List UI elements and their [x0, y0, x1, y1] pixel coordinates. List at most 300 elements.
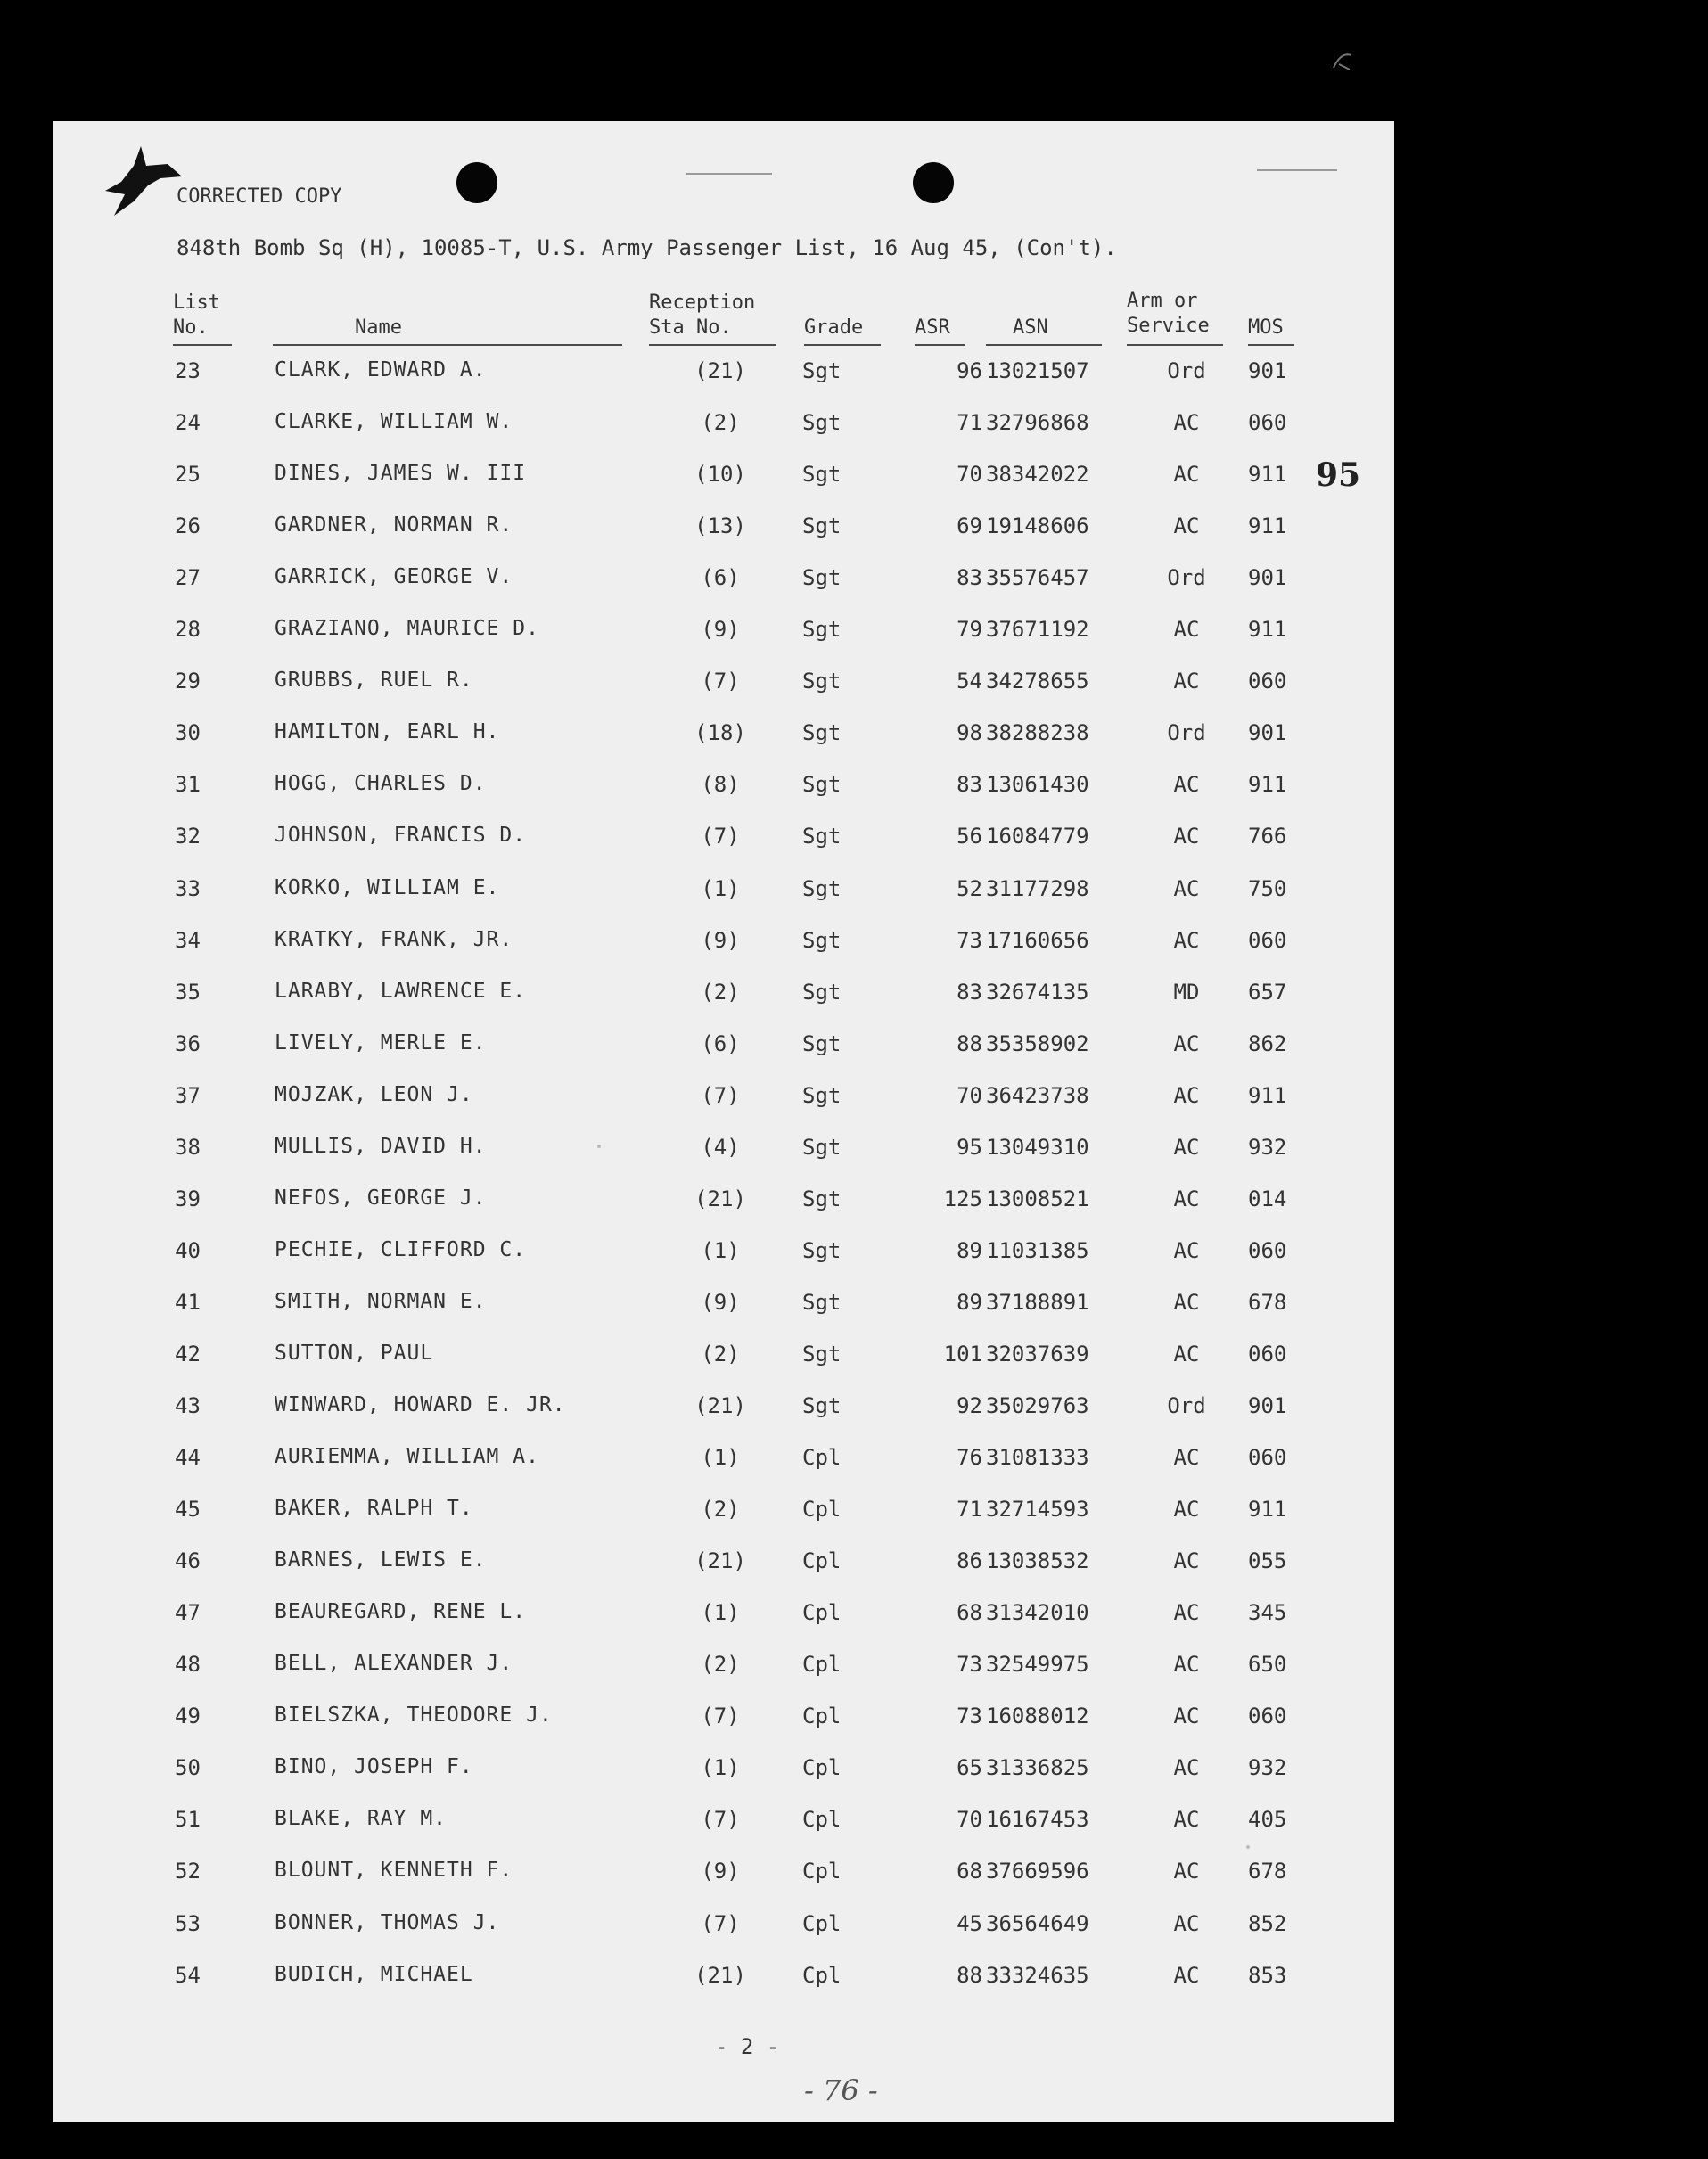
cell-no: 47: [175, 1600, 201, 1626]
cell-name: MOJZAK, LEON J.: [275, 1082, 473, 1106]
cell-mos: 766: [1248, 824, 1287, 850]
table-row: [53, 876, 1394, 928]
cell-grade: Sgt: [802, 1289, 842, 1315]
cell-no: 48: [175, 1652, 201, 1678]
page-number: - 2 -: [715, 2034, 780, 2059]
cell-arm: AC: [1173, 1807, 1200, 1833]
table-row: [53, 772, 1394, 824]
cell-arm: AC: [1173, 1289, 1200, 1315]
cell-arm: AC: [1173, 617, 1200, 643]
cell-name: BUDICH, MICHAEL: [275, 1962, 473, 1986]
cell-arm: AC: [1173, 1497, 1200, 1523]
header-rule: [1248, 344, 1294, 346]
cell-sta: (2): [701, 979, 740, 1005]
cell-asr: 101: [943, 1341, 982, 1367]
cell-arm: AC: [1173, 772, 1200, 798]
table-row: [53, 513, 1394, 565]
header-rule: [915, 344, 965, 346]
cell-mos: 014: [1248, 1186, 1287, 1211]
cell-mos: 678: [1248, 1289, 1287, 1315]
cell-asn: 37671192: [986, 617, 1089, 643]
cell-asr: 65: [957, 1755, 982, 1781]
table-row: [53, 1031, 1394, 1083]
cell-asn: 33324635: [986, 1962, 1089, 1988]
cell-no: 25: [175, 462, 201, 488]
stamp-number: 95: [1316, 456, 1361, 494]
cell-grade: Sgt: [802, 1030, 842, 1056]
column-header-list-no: List No.: [173, 291, 220, 339]
cell-asn: 36423738: [986, 1082, 1089, 1108]
cell-no: 34: [175, 927, 201, 953]
cell-mos: 932: [1248, 1134, 1287, 1160]
cell-sta: (1): [701, 1237, 740, 1263]
cell-no: 50: [175, 1755, 201, 1781]
cell-sta: (1): [701, 875, 740, 901]
cell-arm: AC: [1173, 824, 1200, 850]
cell-no: 29: [175, 669, 201, 694]
cell-sta: (1): [701, 1755, 740, 1781]
cell-asn: 35029763: [986, 1393, 1089, 1418]
cell-no: 41: [175, 1289, 201, 1315]
cell-mos: 901: [1248, 565, 1287, 591]
cell-arm: AC: [1173, 1910, 1200, 1936]
cell-sta: (21): [694, 358, 746, 383]
cell-asr: 79: [957, 617, 982, 643]
cell-name: JOHNSON, FRANCIS D.: [275, 824, 527, 848]
cell-grade: Sgt: [802, 824, 842, 850]
table-row: [53, 1135, 1394, 1186]
cell-sta: (6): [701, 1030, 740, 1056]
cell-asr: 71: [957, 410, 982, 436]
cell-grade: Sgt: [802, 358, 842, 383]
cell-no: 36: [175, 1030, 201, 1056]
cell-arm: AC: [1173, 1703, 1200, 1729]
cell-asn: 35576457: [986, 565, 1089, 591]
table-row: [53, 1703, 1394, 1755]
table-row: [53, 1755, 1394, 1807]
cell-no: 27: [175, 565, 201, 591]
cell-arm: AC: [1173, 1186, 1200, 1211]
cell-asn: 11031385: [986, 1237, 1089, 1263]
cell-grade: Cpl: [802, 1652, 842, 1678]
cell-asn: 19148606: [986, 513, 1089, 539]
cell-no: 45: [175, 1497, 201, 1523]
cell-name: BLAKE, RAY M.: [275, 1807, 448, 1831]
cell-grade: Sgt: [802, 462, 842, 488]
handwritten-page-number: - 76 -: [804, 2073, 878, 2107]
cell-name: MULLIS, DAVID H.: [275, 1134, 487, 1158]
cell-no: 37: [175, 1082, 201, 1108]
ink-blot-icon: [98, 139, 184, 219]
cell-no: 28: [175, 617, 201, 643]
cell-asn: 13021507: [986, 358, 1089, 383]
cell-no: 35: [175, 979, 201, 1005]
cell-mos: 650: [1248, 1652, 1287, 1678]
cell-arm: AC: [1173, 1962, 1200, 1988]
punch-hole: [456, 162, 497, 203]
cell-asn: 16084779: [986, 824, 1089, 850]
cell-asn: 32796868: [986, 410, 1089, 436]
cell-asn: 13049310: [986, 1134, 1089, 1160]
cell-mos: 657: [1248, 979, 1287, 1005]
header-rule: [986, 344, 1102, 346]
cell-grade: Cpl: [802, 1703, 842, 1729]
cell-name: WINWARD, HOWARD E. JR.: [275, 1393, 566, 1416]
cell-name: BARNES, LEWIS E.: [275, 1548, 487, 1572]
header-rule: [1127, 344, 1223, 346]
cell-name: CLARKE, WILLIAM W.: [275, 410, 513, 434]
cell-name: HOGG, CHARLES D.: [275, 772, 487, 796]
cell-mos: 901: [1248, 1393, 1287, 1418]
cell-asr: 76: [957, 1445, 982, 1471]
table-row: [53, 1600, 1394, 1652]
cell-asr: 83: [957, 772, 982, 798]
cell-asr: 68: [957, 1859, 982, 1884]
table-row: [53, 669, 1394, 720]
cell-no: 46: [175, 1548, 201, 1574]
table-row: [53, 824, 1394, 875]
cell-name: GARDNER, NORMAN R.: [275, 513, 513, 538]
table-row: [53, 980, 1394, 1031]
cell-no: 33: [175, 875, 201, 901]
cell-asn: 38342022: [986, 462, 1089, 488]
cell-mos: 060: [1248, 669, 1287, 694]
column-header-name: Name: [355, 316, 402, 339]
cell-sta: (7): [701, 669, 740, 694]
cell-name: BIELSZKA, THEODORE J.: [275, 1703, 553, 1728]
table-row: [53, 410, 1394, 462]
cell-arm: AC: [1173, 1652, 1200, 1678]
cell-arm: AC: [1173, 1030, 1200, 1056]
cell-arm: AC: [1173, 1755, 1200, 1781]
cell-arm: AC: [1173, 462, 1200, 488]
cell-sta: (13): [694, 513, 746, 539]
table-row: [53, 1238, 1394, 1290]
cell-sta: (9): [701, 1859, 740, 1884]
cell-mos: 853: [1248, 1962, 1287, 1988]
cell-name: PECHIE, CLIFFORD C.: [275, 1237, 527, 1261]
header-rule: [173, 344, 232, 346]
cell-asr: 89: [957, 1289, 982, 1315]
cell-grade: Sgt: [802, 1393, 842, 1418]
cell-asr: 95: [957, 1134, 982, 1160]
cell-no: 32: [175, 824, 201, 850]
paper-speck: [597, 1145, 601, 1148]
cell-arm: Ord: [1167, 720, 1206, 746]
cell-mos: 862: [1248, 1030, 1287, 1056]
cell-no: 51: [175, 1807, 201, 1833]
cell-arm: AC: [1173, 1859, 1200, 1884]
table-row: [53, 1083, 1394, 1135]
table-row: [53, 617, 1394, 669]
cell-asn: 34278655: [986, 669, 1089, 694]
cell-arm: AC: [1173, 1082, 1200, 1108]
header-rule: [649, 344, 776, 346]
table-row: [53, 1342, 1394, 1393]
cell-asr: 125: [943, 1186, 982, 1211]
cell-mos: 060: [1248, 1237, 1287, 1263]
cell-name: BINO, JOSEPH F.: [275, 1755, 473, 1779]
cell-asr: 73: [957, 927, 982, 953]
cell-grade: Cpl: [802, 1548, 842, 1574]
cell-asr: 83: [957, 565, 982, 591]
cell-asr: 56: [957, 824, 982, 850]
cell-grade: Sgt: [802, 669, 842, 694]
cell-grade: Sgt: [802, 1186, 842, 1211]
cell-sta: (8): [701, 772, 740, 798]
cell-mos: 932: [1248, 1755, 1287, 1781]
cell-asn: 36564649: [986, 1910, 1089, 1936]
cell-name: SMITH, NORMAN E.: [275, 1289, 487, 1313]
cell-mos: 678: [1248, 1859, 1287, 1884]
cell-asr: 70: [957, 462, 982, 488]
cell-sta: (7): [701, 1910, 740, 1936]
cell-no: 53: [175, 1910, 201, 1936]
cell-arm: AC: [1173, 1341, 1200, 1367]
cell-asn: 17160656: [986, 927, 1089, 953]
cell-arm: AC: [1173, 410, 1200, 436]
table-row: [53, 720, 1394, 772]
cell-no: 44: [175, 1445, 201, 1471]
cell-grade: Sgt: [802, 410, 842, 436]
cell-asr: 88: [957, 1030, 982, 1056]
cell-sta: (7): [701, 1807, 740, 1833]
dash-mark: [1257, 169, 1337, 171]
cell-asn: 31336825: [986, 1755, 1089, 1781]
cell-arm: Ord: [1167, 358, 1206, 383]
cell-asr: 71: [957, 1497, 982, 1523]
punch-hole: [913, 162, 954, 203]
cell-asn: 32714593: [986, 1497, 1089, 1523]
cell-name: BAKER, RALPH T.: [275, 1497, 473, 1521]
cell-asn: 38288238: [986, 720, 1089, 746]
column-header-grade: Grade: [804, 316, 864, 339]
cell-mos: 750: [1248, 875, 1287, 901]
cell-asn: 16167453: [986, 1807, 1089, 1833]
cell-grade: Sgt: [802, 979, 842, 1005]
cell-name: LARABY, LAWRENCE E.: [275, 979, 527, 1003]
cell-asr: 96: [957, 358, 982, 383]
cell-grade: Sgt: [802, 720, 842, 746]
cell-asn: 13038532: [986, 1548, 1089, 1574]
cell-arm: AC: [1173, 513, 1200, 539]
cell-grade: Sgt: [802, 1134, 842, 1160]
cell-sta: (21): [694, 1548, 746, 1574]
cell-sta: (1): [701, 1600, 740, 1626]
cell-no: 26: [175, 513, 201, 539]
cell-asr: 86: [957, 1548, 982, 1574]
cell-arm: AC: [1173, 875, 1200, 901]
cell-arm: AC: [1173, 1600, 1200, 1626]
paper-speck: [1246, 1845, 1250, 1849]
cell-grade: Cpl: [802, 1962, 842, 1988]
cell-grade: Cpl: [802, 1497, 842, 1523]
cell-asr: 98: [957, 720, 982, 746]
corner-scribble-icon: [1330, 46, 1357, 73]
column-header-asn: ASN: [1013, 316, 1048, 339]
cell-no: 39: [175, 1186, 201, 1211]
cell-mos: 901: [1248, 720, 1287, 746]
cell-arm: AC: [1173, 1134, 1200, 1160]
cell-asn: 37188891: [986, 1289, 1089, 1315]
cell-asn: 31177298: [986, 875, 1089, 901]
cell-arm: Ord: [1167, 565, 1206, 591]
cell-name: DINES, JAMES W. III: [275, 462, 527, 486]
cell-name: GRUBBS, RUEL R.: [275, 669, 473, 693]
cell-no: 23: [175, 358, 201, 383]
cell-asr: 89: [957, 1237, 982, 1263]
table-row: [53, 1186, 1394, 1238]
cell-name: AURIEMMA, WILLIAM A.: [275, 1445, 539, 1469]
cell-asn: 31081333: [986, 1445, 1089, 1471]
cell-arm: AC: [1173, 1548, 1200, 1574]
table-row: [53, 1497, 1394, 1548]
cell-grade: Cpl: [802, 1910, 842, 1936]
table-row: [53, 462, 1394, 513]
cell-mos: 911: [1248, 462, 1287, 488]
cell-grade: Sgt: [802, 875, 842, 901]
cell-name: KRATKY, FRANK, JR.: [275, 927, 513, 951]
cell-asr: 52: [957, 875, 982, 901]
cell-asn: 32674135: [986, 979, 1089, 1005]
table-row: [53, 1652, 1394, 1703]
cell-grade: Cpl: [802, 1600, 842, 1626]
cell-sta: (7): [701, 1082, 740, 1108]
cell-sta: (9): [701, 617, 740, 643]
cell-arm: AC: [1173, 927, 1200, 953]
cell-asr: 69: [957, 513, 982, 539]
cell-no: 49: [175, 1703, 201, 1729]
cell-asn: 35358902: [986, 1030, 1089, 1056]
cell-name: NEFOS, GEORGE J.: [275, 1186, 487, 1210]
paper-sheet: [53, 121, 1394, 2122]
cell-name: HAMILTON, EARL H.: [275, 720, 500, 744]
cell-sta: (7): [701, 1703, 740, 1729]
cell-mos: 345: [1248, 1600, 1287, 1626]
table-row: [53, 1445, 1394, 1497]
cell-sta: (7): [701, 824, 740, 850]
cell-name: GRAZIANO, MAURICE D.: [275, 617, 539, 641]
cell-sta: (4): [701, 1134, 740, 1160]
cell-mos: 060: [1248, 1445, 1287, 1471]
cell-arm: AC: [1173, 1237, 1200, 1263]
cell-sta: (10): [694, 462, 746, 488]
cell-asn: 32549975: [986, 1652, 1089, 1678]
header-rule: [273, 344, 622, 346]
cell-name: SUTTON, PAUL: [275, 1341, 434, 1365]
cell-name: LIVELY, MERLE E.: [275, 1030, 487, 1055]
cell-grade: Sgt: [802, 1341, 842, 1367]
column-header-mos: MOS: [1248, 316, 1284, 339]
cell-grade: Cpl: [802, 1445, 842, 1471]
table-row: [53, 1911, 1394, 1963]
cell-grade: Sgt: [802, 772, 842, 798]
cell-mos: 060: [1248, 1341, 1287, 1367]
cell-grade: Sgt: [802, 617, 842, 643]
cell-asn: 37669596: [986, 1859, 1089, 1884]
cell-arm: AC: [1173, 1445, 1200, 1471]
cell-name: GARRICK, GEORGE V.: [275, 565, 513, 589]
cell-sta: (2): [701, 410, 740, 436]
cell-no: 38: [175, 1134, 201, 1160]
cell-asr: 70: [957, 1082, 982, 1108]
cell-asr: 83: [957, 979, 982, 1005]
cell-mos: 911: [1248, 1082, 1287, 1108]
cell-asn: 16088012: [986, 1703, 1089, 1729]
cell-name: BLOUNT, KENNETH F.: [275, 1859, 513, 1883]
corrected-copy-label: CORRECTED COPY: [177, 185, 342, 208]
cell-mos: 852: [1248, 1910, 1287, 1936]
cell-asr: 73: [957, 1652, 982, 1678]
cell-sta: (21): [694, 1962, 746, 1988]
cell-name: BONNER, THOMAS J.: [275, 1910, 500, 1934]
cell-grade: Cpl: [802, 1807, 842, 1833]
cell-asn: 31342010: [986, 1600, 1089, 1626]
cell-asr: 68: [957, 1600, 982, 1626]
cell-sta: (2): [701, 1652, 740, 1678]
cell-grade: Sgt: [802, 1082, 842, 1108]
cell-grade: Sgt: [802, 513, 842, 539]
cell-mos: 901: [1248, 358, 1287, 383]
cell-arm: Ord: [1167, 1393, 1206, 1418]
cell-asn: 32037639: [986, 1341, 1089, 1367]
cell-mos: 911: [1248, 617, 1287, 643]
cell-asn: 13008521: [986, 1186, 1089, 1211]
cell-arm: AC: [1173, 669, 1200, 694]
cell-grade: Cpl: [802, 1755, 842, 1781]
header-rule: [804, 344, 881, 346]
cell-name: BELL, ALEXANDER J.: [275, 1652, 513, 1676]
cell-no: 24: [175, 410, 201, 436]
cell-asr: 88: [957, 1962, 982, 1988]
cell-asr: 70: [957, 1807, 982, 1833]
cell-mos: 911: [1248, 513, 1287, 539]
cell-sta: (2): [701, 1341, 740, 1367]
table-row: [53, 565, 1394, 617]
cell-sta: (9): [701, 1289, 740, 1315]
dash-mark: [686, 173, 772, 175]
cell-sta: (21): [694, 1393, 746, 1418]
cell-asr: 73: [957, 1703, 982, 1729]
cell-grade: Sgt: [802, 927, 842, 953]
table-row: [53, 1859, 1394, 1910]
cell-no: 40: [175, 1237, 201, 1263]
cell-no: 43: [175, 1393, 201, 1418]
cell-mos: 055: [1248, 1548, 1287, 1574]
table-row: [53, 1548, 1394, 1600]
cell-asr: 92: [957, 1393, 982, 1418]
cell-mos: 911: [1248, 772, 1287, 798]
cell-grade: Sgt: [802, 1237, 842, 1263]
cell-asr: 45: [957, 1910, 982, 1936]
cell-sta: (2): [701, 1497, 740, 1523]
cell-grade: Cpl: [802, 1859, 842, 1884]
cell-sta: (6): [701, 565, 740, 591]
cell-mos: 405: [1248, 1807, 1287, 1833]
table-row: [53, 1963, 1394, 2015]
cell-no: 42: [175, 1341, 201, 1367]
column-header-asr: ASR: [915, 316, 950, 339]
cell-no: 54: [175, 1962, 201, 1988]
table-row: [53, 358, 1394, 410]
cell-grade: Sgt: [802, 565, 842, 591]
column-header-reception: Reception Sta No.: [649, 291, 756, 339]
table-row: [53, 1290, 1394, 1342]
cell-no: 31: [175, 772, 201, 798]
cell-name: CLARK, EDWARD A.: [275, 358, 487, 382]
document-subtitle: 848th Bomb Sq (H), 10085-T, U.S. Army Passenger List, 16 Aug 45, (Con't).: [177, 235, 1117, 260]
cell-no: 30: [175, 720, 201, 746]
